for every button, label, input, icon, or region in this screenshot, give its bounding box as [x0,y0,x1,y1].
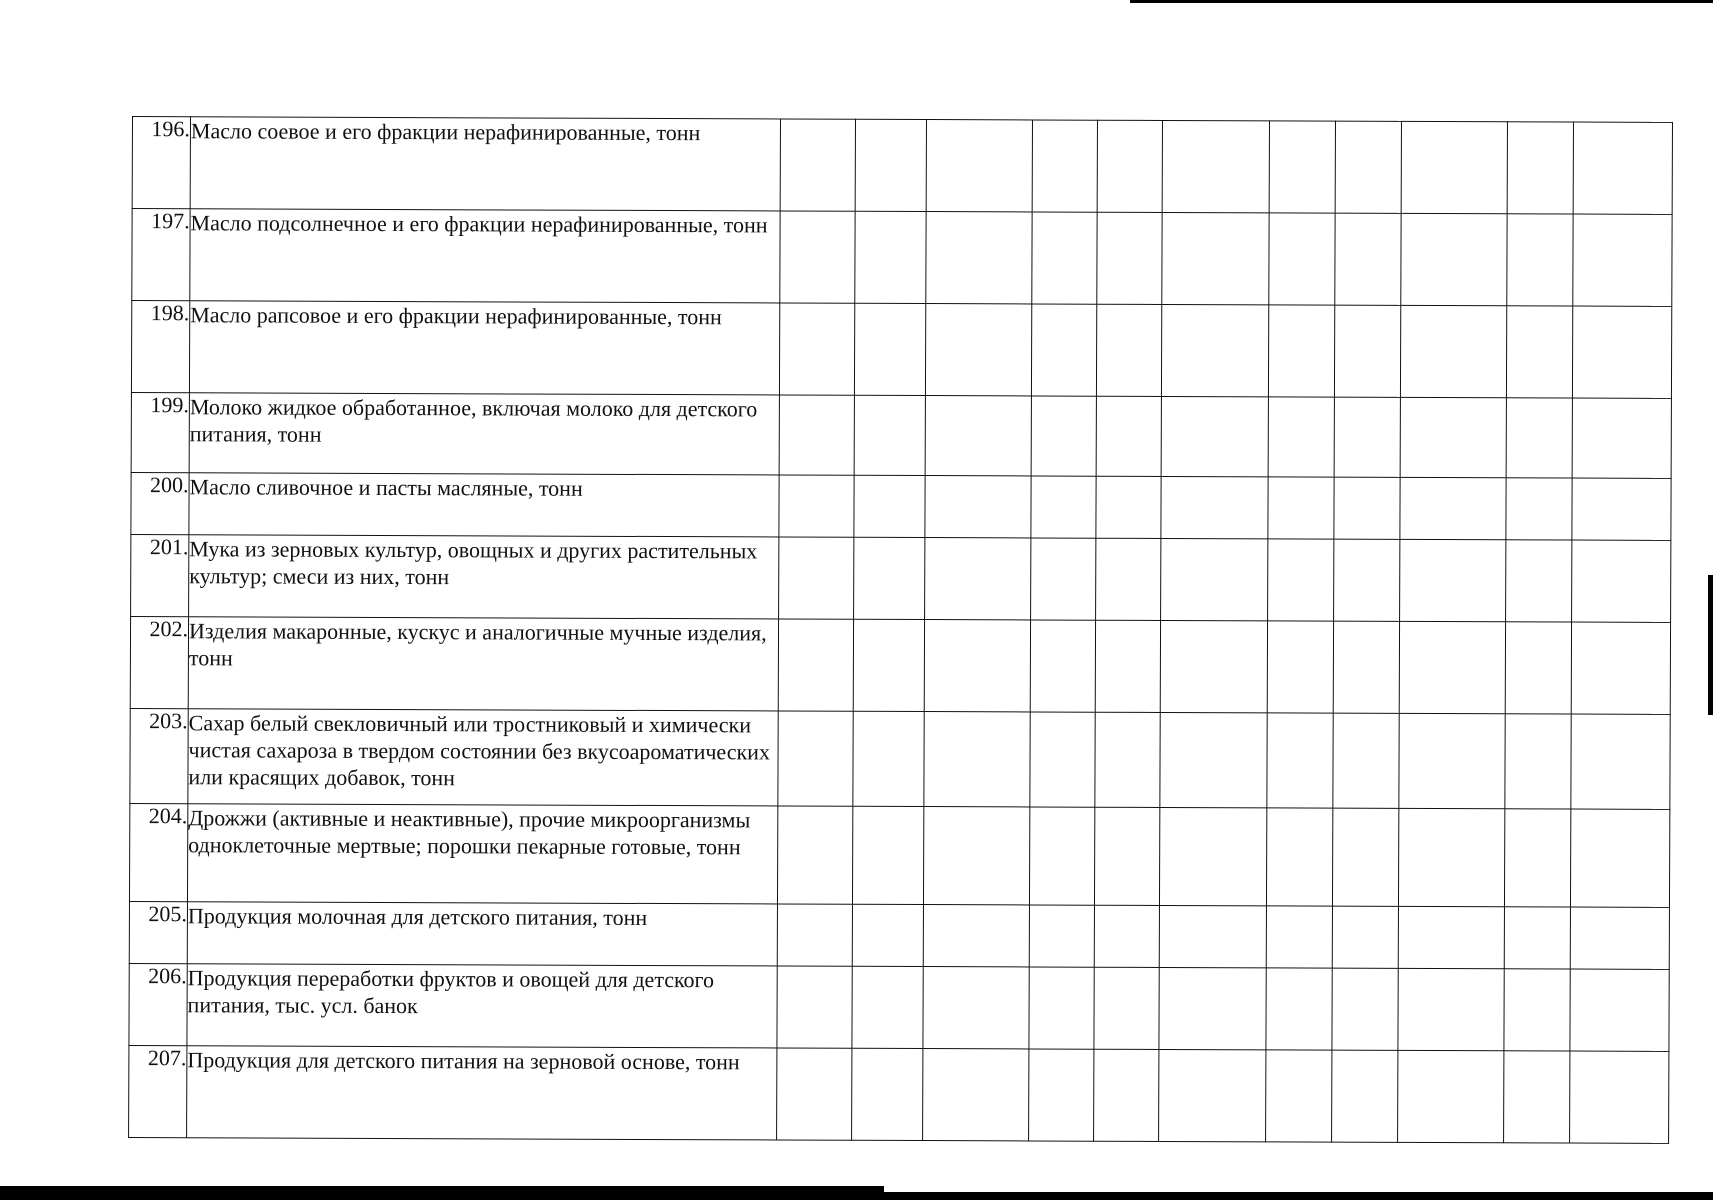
empty-value-cell [1506,478,1572,540]
empty-value-cell [1269,121,1335,213]
empty-value-cell [1097,212,1162,304]
table-row [132,209,1672,307]
scan-edge-right [1708,575,1713,715]
table-body [129,117,1673,1144]
empty-value-cell [1505,714,1571,809]
empty-value-cell [1094,967,1159,1049]
empty-value-cell [1030,712,1095,807]
empty-value-cell [1400,477,1506,539]
empty-value-cell [779,395,854,475]
empty-value-cell [1029,807,1094,905]
table-row [131,472,1671,540]
row-product-name: Дрожжи (активные и неактивные), прочие микроорганизмы одноклеточные мертвые; порошки пекарные готовые, тонн [187,804,777,904]
empty-value-cell [852,806,923,904]
empty-value-cell [1032,212,1097,304]
row-number: 204. [129,803,187,901]
empty-value-cell [1269,213,1335,305]
empty-value-cell [1572,306,1671,398]
empty-value-cell [853,619,924,711]
scan-edge-bottom [0,1186,884,1200]
empty-value-cell [1095,712,1160,807]
empty-value-cell [1332,968,1398,1050]
empty-value-cell [1267,713,1333,808]
row-product-name: Масло рапсовое и его фракции нерафинированные, тонн [189,301,779,395]
empty-value-cell [1266,968,1332,1050]
row-product-name: Масло сливочное и пасты масляные, тонн [189,473,779,537]
row-product-name: Молоко жидкое обработанное, включая молоко для детского питания, тонн [189,393,779,475]
row-product-name: Продукция переработки фруктов и овощей для детского питания, тыс. усл. банок [187,964,777,1048]
table-row [131,392,1671,478]
empty-value-cell [1161,476,1268,538]
empty-value-cell [1506,306,1572,398]
table-row [129,1045,1669,1143]
empty-value-cell [1095,620,1160,712]
empty-value-cell [1159,967,1266,1049]
empty-value-cell [925,304,1031,396]
empty-value-cell [778,619,853,711]
empty-value-cell [1507,122,1573,214]
row-number: 200. [131,472,189,534]
table-row [132,117,1672,215]
table-row [129,963,1669,1051]
empty-value-cell [1505,622,1571,714]
row-number: 199. [131,392,189,472]
empty-value-cell [925,476,1031,538]
empty-value-cell [1573,214,1672,306]
empty-value-cell [854,537,925,619]
empty-value-cell [1506,398,1572,478]
empty-value-cell [1504,907,1570,969]
table-row [131,534,1671,622]
table-row [130,616,1670,714]
row-number: 197. [132,209,190,301]
empty-value-cell [1268,477,1334,539]
empty-value-cell [1032,120,1097,212]
empty-value-cell [1399,621,1505,713]
empty-value-cell [1570,809,1669,907]
empty-value-cell [852,904,923,966]
row-number: 201. [131,534,189,616]
empty-value-cell [1160,620,1267,712]
empty-value-cell [1335,213,1401,305]
empty-value-cell [1398,808,1504,906]
empty-value-cell [1030,620,1095,712]
empty-value-cell [926,212,1032,304]
row-number: 206. [129,963,187,1045]
empty-value-cell [1266,808,1332,906]
empty-value-cell [923,1049,1029,1141]
empty-value-cell [1572,478,1671,540]
table-row [129,901,1669,969]
empty-value-cell [852,966,923,1048]
empty-value-cell [855,211,926,303]
empty-value-cell [923,807,1029,905]
empty-value-cell [779,475,854,537]
empty-value-cell [854,395,925,475]
empty-value-cell [1332,808,1398,906]
empty-value-cell [1096,538,1161,620]
empty-value-cell [1266,1050,1332,1142]
empty-value-cell [1094,807,1159,905]
empty-value-cell [1333,713,1399,808]
empty-value-cell [1161,396,1268,476]
document-page [128,116,1672,1138]
empty-value-cell [925,396,1031,476]
empty-value-cell [926,120,1032,212]
empty-value-cell [777,806,852,904]
empty-value-cell [854,303,925,395]
empty-value-cell [1332,1050,1398,1142]
empty-value-cell [777,904,852,966]
row-number: 205. [129,901,187,963]
empty-value-cell [1096,396,1161,476]
empty-value-cell [1031,304,1096,396]
row-product-name: Продукция для детского питания на зерновой основе, тонн [187,1046,777,1140]
empty-value-cell [777,966,852,1048]
empty-value-cell [1334,539,1400,621]
scan-edge-bottom [884,1192,1713,1200]
empty-value-cell [1029,1049,1094,1141]
empty-value-cell [1504,809,1570,907]
empty-value-cell [1570,1051,1669,1143]
scan-edge-top [1130,0,1713,3]
empty-value-cell [1097,120,1162,212]
empty-value-cell [1266,906,1332,968]
table-row [129,803,1669,907]
table-row [130,708,1670,809]
empty-value-cell [779,303,854,395]
empty-value-cell [780,211,855,303]
empty-value-cell [855,119,926,211]
empty-value-cell [924,620,1030,712]
empty-value-cell [1031,396,1096,476]
empty-value-cell [1161,304,1268,396]
empty-value-cell [1571,622,1670,714]
empty-value-cell [1334,397,1400,477]
row-product-name: Масло соевое и его фракции нерафинированные, тонн [190,117,780,211]
empty-value-cell [1400,305,1506,397]
row-number: 202. [130,616,188,708]
empty-value-cell [1096,476,1161,538]
empty-value-cell [778,711,853,806]
empty-value-cell [853,711,924,806]
empty-value-cell [1504,1051,1570,1143]
empty-value-cell [1161,538,1268,620]
empty-value-cell [1507,214,1573,306]
empty-value-cell [1572,398,1671,478]
empty-value-cell [1029,905,1094,967]
row-product-name: Мука из зерновых культур, овощных и других растительных культур; смеси из них, тонн [189,535,779,619]
empty-value-cell [1094,905,1159,967]
row-number: 203. [130,708,188,803]
empty-value-cell [1159,1049,1266,1141]
empty-value-cell [777,1048,852,1140]
empty-value-cell [854,475,925,537]
empty-value-cell [1159,807,1266,905]
row-product-name: Продукция молочная для детского питания, тонн [187,902,777,966]
empty-value-cell [1334,477,1400,539]
empty-value-cell [1573,122,1672,214]
empty-value-cell [1570,907,1669,969]
empty-value-cell [1334,305,1400,397]
empty-value-cell [1094,1049,1159,1141]
empty-value-cell [1267,621,1333,713]
empty-value-cell [1401,213,1507,305]
empty-value-cell [1570,969,1669,1051]
empty-value-cell [1572,540,1671,622]
empty-value-cell [1159,905,1266,967]
empty-value-cell [1335,121,1401,213]
table-row [131,301,1671,399]
empty-value-cell [1400,539,1506,621]
empty-value-cell [1506,540,1572,622]
empty-value-cell [1333,621,1399,713]
row-product-name: Масло подсолнечное и его фракции нерафинированные, тонн [190,209,780,303]
empty-value-cell [1031,476,1096,538]
empty-value-cell [1268,397,1334,477]
empty-value-cell [1504,969,1570,1051]
empty-value-cell [780,119,855,211]
row-number: 198. [131,301,189,393]
empty-value-cell [924,712,1030,807]
empty-value-cell [923,967,1029,1049]
empty-value-cell [1401,121,1507,213]
empty-value-cell [1029,967,1094,1049]
empty-value-cell [1332,906,1398,968]
empty-value-cell [1398,1050,1504,1142]
empty-value-cell [1031,538,1096,620]
row-number: 207. [129,1045,187,1137]
empty-value-cell [779,537,854,619]
row-number: 196. [132,117,190,209]
empty-value-cell [1571,714,1670,809]
row-product-name: Сахар белый свекловичный или тростниковый и химически чистая сахароза в твердом состоянии без вкусоароматических или красящих добавок, тонн [188,709,778,806]
empty-value-cell [1162,212,1269,304]
empty-value-cell [1162,120,1269,212]
empty-value-cell [1160,712,1267,807]
product-table [128,116,1673,1144]
empty-value-cell [1268,305,1334,397]
empty-value-cell [1268,539,1334,621]
empty-value-cell [1398,968,1504,1050]
empty-value-cell [925,538,1031,620]
empty-value-cell [1400,397,1506,477]
empty-value-cell [1096,304,1161,396]
empty-value-cell [923,905,1029,967]
empty-value-cell [1399,713,1505,808]
empty-value-cell [1398,906,1504,968]
empty-value-cell [852,1048,923,1140]
row-product-name: Изделия макаронные, кускус и аналогичные мучные изделия, тонн [188,617,778,711]
